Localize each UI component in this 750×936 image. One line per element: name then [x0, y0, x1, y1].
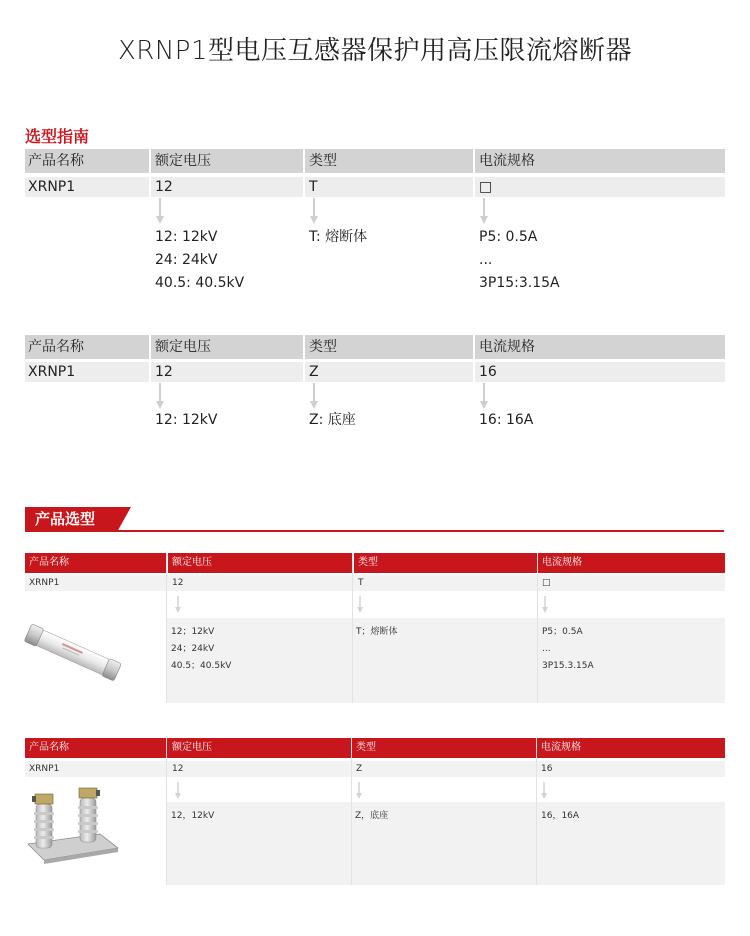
down-arrow-icon — [540, 782, 548, 800]
selection-section-title: 产品选型 — [25, 507, 117, 532]
selection-t1-header — [25, 553, 725, 573]
selection-t2-row — [25, 761, 725, 777]
guide-t2-row-cell — [305, 362, 473, 382]
guide-t1-voltage: 12 — [155, 179, 173, 195]
guide-t2-row-cell — [475, 362, 725, 382]
guide-t2-header-product: 产品名称 — [28, 339, 84, 355]
guide-t2-voltage: 12 — [155, 364, 173, 380]
selection-t2-current: 16 — [541, 764, 553, 774]
selection-t1-type-option: T；熔断体 — [356, 627, 398, 637]
guide-t2-header-current: 电流规格 — [479, 339, 535, 355]
guide-t1-voltage-option: 24: 24kV — [155, 252, 218, 268]
section-title-tab-edge — [117, 507, 131, 532]
guide-t1-voltage-option: 12: 12kV — [155, 229, 218, 245]
guide-t2-voltage-option: 12: 12kV — [155, 412, 218, 428]
guide-t2-row-cell — [151, 362, 303, 382]
guide-t2-current-option: 16: 16A — [479, 412, 534, 428]
selection-t1-current: □ — [542, 578, 551, 588]
guide-t1-current-option: ... — [479, 252, 493, 268]
down-arrow-icon — [356, 596, 364, 614]
selection-t2-type: Z — [356, 764, 363, 774]
selection-t2-voltage-box — [167, 802, 351, 885]
guide-t1-type-option: T: 熔断体 — [309, 229, 368, 245]
down-arrow-icon — [479, 383, 489, 411]
selection-t1-header-current: 电流规格 — [542, 557, 582, 568]
selection-t2-current-option: 16，16A — [541, 811, 580, 821]
selection-t2-type-box — [352, 802, 536, 885]
guide-t1-type: T — [309, 179, 318, 195]
down-arrow-icon — [479, 198, 489, 226]
selection-t1-type: T — [358, 578, 364, 588]
page-title: XRNP1型电压互感器保护用高压限流熔断器 — [117, 36, 633, 66]
guide-t1-current: □ — [479, 179, 493, 195]
guide-t1-header-product: 产品名称 — [28, 153, 84, 169]
selection-t1-header-product: 产品名称 — [29, 557, 69, 568]
selection-t2-type-option: Z，底座 — [355, 811, 389, 821]
section-divider — [117, 530, 724, 532]
selection-t2-header-voltage: 额定电压 — [172, 742, 212, 753]
selection-t2-voltage: 12 — [172, 764, 184, 774]
guide-t1-row-cell — [305, 177, 473, 197]
guide-t1-header-type: 类型 — [309, 153, 337, 169]
selection-t2-current-box — [537, 802, 725, 885]
selection-t1-product: XRNP1 — [29, 578, 60, 588]
selection-t2-product: XRNP1 — [29, 764, 60, 774]
selection-t2-header-type: 类型 — [356, 742, 376, 753]
guide-t1-header-voltage: 额定电压 — [155, 153, 211, 169]
guide-t2-product: XRNP1 — [28, 364, 76, 380]
guide-t2-type-option: Z: 底座 — [309, 412, 356, 428]
guide-t1-header-current: 电流规格 — [479, 153, 535, 169]
selection-t1-voltage: 12 — [172, 578, 184, 588]
selection-t1-current-box — [538, 618, 725, 703]
guide-t1-current-option: P5: 0.5A — [479, 229, 538, 245]
selection-t2-header-current: 电流规格 — [541, 742, 581, 753]
guide-t1-row-cell — [151, 177, 303, 197]
fuse-cartridge-image — [22, 612, 124, 692]
selection-t2-header-product: 产品名称 — [29, 742, 69, 753]
selection-t1-current-option: 3P15.3.15A — [542, 661, 594, 671]
selection-t1-current-option: P5；0.5A — [542, 627, 583, 637]
guide-t1-current-option: 3P15:3.15A — [479, 275, 560, 291]
fuse-base-image — [22, 786, 122, 866]
selection-t1-header-voltage: 额定电压 — [172, 557, 212, 568]
down-arrow-icon — [155, 383, 165, 411]
selection-t2-header — [25, 738, 725, 758]
selection-t1-voltage-option: 12；12kV — [171, 627, 215, 637]
down-arrow-icon — [355, 782, 363, 800]
guide-t2-header-type: 类型 — [309, 339, 337, 355]
down-arrow-icon — [309, 198, 319, 226]
down-arrow-icon — [174, 782, 182, 800]
selection-t1-row — [25, 575, 725, 591]
down-arrow-icon — [174, 596, 182, 614]
down-arrow-icon — [541, 596, 549, 614]
down-arrow-icon — [155, 198, 165, 226]
guide-t2-type: Z — [309, 364, 319, 380]
guide-t1-voltage-option: 40.5: 40.5kV — [155, 275, 245, 291]
guide-title: 选型指南 — [25, 127, 90, 146]
header-separator — [353, 553, 354, 573]
header-separator — [167, 553, 168, 573]
selection-t1-voltage-box — [167, 618, 352, 703]
selection-t1-header-type: 类型 — [358, 557, 378, 568]
down-arrow-icon — [309, 383, 319, 411]
guide-t2-current: 16 — [479, 364, 497, 380]
guide-t2-header-voltage: 额定电压 — [155, 339, 211, 355]
guide-t1-row-cell — [475, 177, 725, 197]
selection-t1-current-option: ... — [542, 644, 551, 654]
selection-t1-type-box — [353, 618, 537, 703]
selection-t1-voltage-option: 24；24kV — [171, 644, 215, 654]
selection-t2-voltage-option: 12，12kV — [171, 811, 215, 821]
guide-t1-product: XRNP1 — [28, 179, 76, 195]
selection-t1-voltage-option: 40.5；40.5kV — [171, 661, 232, 671]
